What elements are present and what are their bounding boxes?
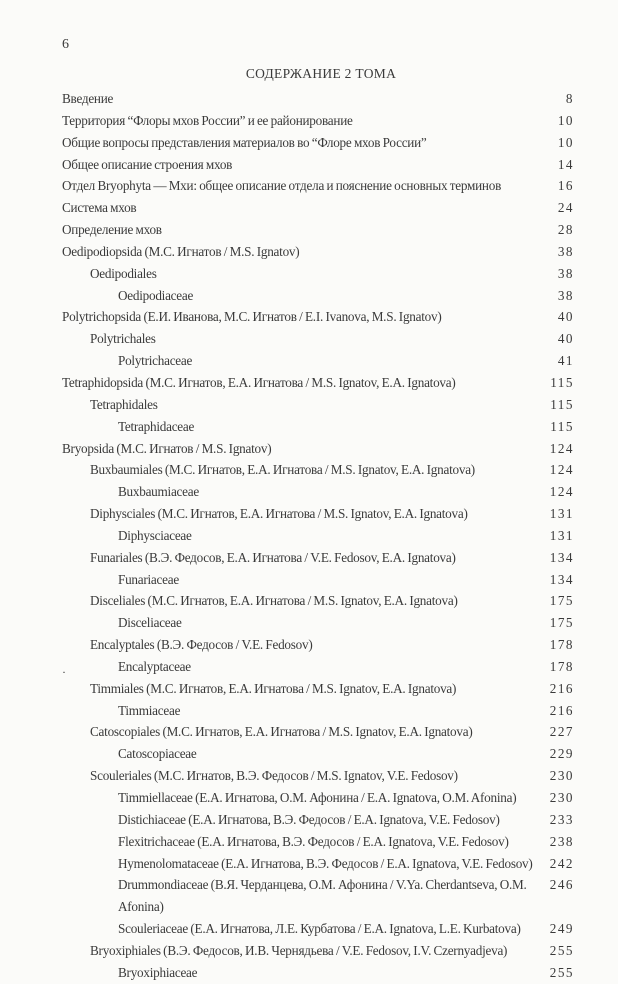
toc-entry-page: 124 [549, 440, 574, 456]
toc-entry-page: 134 [549, 549, 574, 565]
toc-entry-page: 40 [557, 331, 574, 347]
toc-entry [62, 394, 574, 416]
toc-entry [62, 88, 574, 110]
toc-entry-title: Disceliales (М.С. Игнатов, Е.А. Игнатова / M.S. Ignatov, E.A. Ignatova) [90, 593, 458, 609]
toc-entry-title: Введение [62, 91, 114, 106]
toc-entry [62, 940, 574, 962]
toc-entry-title: Funariaceae [118, 571, 179, 587]
toc-entry-title: Distichiaceae (Е.А. Игнатова, В.Э. Федосов / E.A. Ignatova, V.E. Fedosov) [118, 811, 500, 827]
toc-entry [62, 743, 574, 765]
toc-entry [62, 328, 574, 350]
toc-entry-page: 38 [557, 243, 574, 259]
toc-entry-title: Oedipodiales [90, 265, 157, 281]
toc-entry-title: Определение мхов [62, 222, 162, 238]
toc-entry-title: Polytrichales [90, 331, 156, 347]
toc-entry [62, 831, 574, 853]
toc-entry-page: 175 [549, 615, 574, 631]
toc-entry-title: Общие вопросы представления материалов во “Флоре мхов России” [62, 134, 427, 150]
toc-entry [62, 372, 574, 394]
toc-entry [62, 459, 574, 481]
toc-entry-page: 249 [549, 921, 574, 937]
toc-entry-title: Hymenolomataceae (Е.А. Игнатова, В.Э. Федосов / E.A. Ignatova, V.E. Fedosov) [118, 855, 533, 871]
toc-entry-title: Tetraphidaceae [118, 418, 195, 434]
toc-entry-title: Timmiales (М.С. Игнатов, Е.А. Игнатова / M.S. Ignatov, E.A. Ignatova) [90, 680, 457, 696]
toc-entry-page: 233 [549, 811, 574, 827]
toc-entry-page: 229 [549, 746, 574, 762]
toc-entry-title: Buxbaumiales (М.С. Игнатов, Е.А. Игнатова / M.S. Ignatov, E.A. Ignatova) [90, 462, 475, 478]
toc-entry [62, 656, 574, 678]
toc-entry [62, 547, 574, 569]
toc-entry-title: Funariales (В.Э. Федосов, Е.А. Игнатова / V.E. Fedosov, E.A. Ignatova) [90, 549, 456, 565]
toc-entry [62, 590, 574, 612]
toc-entry-page: 131 [549, 527, 574, 543]
toc-entry-page: 134 [549, 571, 574, 587]
toc-entry-title: Scouleriaceae (Е.А. Игнатова, Л.Е. Курбатова / E.A. Ignatova, L.E. Kurbatova) [118, 921, 521, 937]
toc-entry-title: Общее описание строения мхов [62, 156, 233, 172]
toc-entry [62, 197, 574, 219]
toc-entry [62, 765, 574, 787]
toc-entry [62, 612, 574, 634]
toc-entry-page: 238 [549, 833, 574, 849]
toc-entry [62, 787, 574, 809]
toc-entry-page: 10 [557, 134, 574, 150]
stray-mark: · [62, 665, 66, 679]
toc-entry [62, 154, 574, 176]
toc-entry-title: Oedipodiopsida (М.С. Игнатов / M.S. Ignatov) [62, 243, 300, 259]
toc-title: СОДЕРЖАНИЕ 2 ТОМА [245, 66, 397, 81]
toc-entry [62, 263, 574, 285]
toc-entry-page: 16 [557, 178, 574, 194]
toc-entry-page: 175 [549, 593, 574, 609]
toc-entry-page: 178 [549, 637, 574, 653]
toc-entry [62, 110, 574, 132]
toc-entry [62, 918, 574, 940]
toc-entry-title: Polytrichaceae [118, 353, 193, 369]
table-of-contents [62, 88, 574, 984]
toc-entry-page: 131 [549, 506, 574, 522]
toc-entry-title: Diphysciaceae [118, 527, 192, 543]
toc-entry-page: 14 [557, 156, 574, 172]
toc-entry-title: Encalyptales (В.Э. Федосов / V.E. Fedosov) [90, 637, 313, 653]
toc-entry [62, 219, 574, 241]
toc-entry-title: Drummondiaceae (В.Я. Черданцева, О.М. Афонина / V.Ya. Cherdantseva, O.M. Afonina) [118, 877, 527, 915]
toc-entry-page: 216 [549, 702, 574, 718]
toc-entry-title: Diphysciales (М.С. Игнатов, Е.А. Игнатова / M.S. Ignatov, E.A. Ignatova) [90, 506, 468, 522]
toc-entry [62, 503, 574, 525]
toc-entry-page: 124 [549, 484, 574, 500]
toc-entry [62, 481, 574, 503]
toc-entry-page: 41 [557, 353, 574, 369]
toc-entry-page: 115 [550, 374, 574, 390]
toc-entry-title: Bryoxiphiales (В.Э. Федосов, И.В. Чернядьева / V.E. Fedosov, I.V. Czernyadjeva) [90, 942, 508, 958]
toc-entry-page: 28 [557, 222, 574, 238]
toc-entry-page: 115 [550, 396, 574, 412]
toc-entry-title: Catoscopiaceae [118, 746, 197, 762]
toc-entry-page: 230 [549, 768, 574, 784]
toc-entry-title: Polytrichopsida (Е.И. Иванова, М.С. Игнатов / E.I. Ivanova, M.S. Ignatov) [62, 309, 442, 325]
toc-entry-page: 10 [557, 112, 574, 128]
toc-entry [62, 132, 574, 154]
toc-entry-page: 178 [549, 658, 574, 674]
toc-entry [62, 678, 574, 700]
toc-entry-page: 216 [549, 680, 574, 696]
toc-entry [62, 306, 574, 328]
toc-entry [62, 700, 574, 722]
toc-entry-title: Bryopsida (М.С. Игнатов / M.S. Ignatov) [62, 440, 272, 456]
toc-entry-title: Oedipodiaceae [118, 287, 194, 303]
toc-entry-title: Bryoxiphiaceae [118, 964, 198, 980]
toc-entry-page: 24 [557, 200, 574, 216]
toc-entry-title: Catoscopiales (М.С. Игнатов, Е.А. Игнатова / M.S. Ignatov, E.A. Ignatova) [90, 724, 473, 740]
toc-entry-title: Территория “Флоры мхов России” и ее районирование [62, 112, 353, 128]
toc-entry [62, 634, 574, 656]
toc-entry-page: 227 [549, 724, 574, 740]
toc-entry [62, 853, 574, 875]
toc-entry [62, 438, 574, 460]
toc-entry-title: Disceliaceae [118, 615, 182, 631]
toc-entry-title: Scouleriales (М.С. Игнатов, В.Э. Федосов / M.S. Ignatov, V.E. Fedosov) [90, 768, 458, 784]
toc-entry [62, 874, 574, 918]
toc-entry-title: Отдел Bryophyta — Мхи: общее описание отдела и пояснение основных терминов [62, 178, 502, 194]
toc-entry-title: Tetraphidopsida (М.С. Игнатов, Е.А. Игнатова / M.S. Ignatov, E.A. Ignatova) [62, 374, 456, 390]
toc-entry-page: 246 [549, 877, 574, 893]
toc-entry [62, 241, 574, 263]
toc-entry [62, 525, 574, 547]
page-number: 6 [62, 37, 69, 52]
toc-entry [62, 721, 574, 743]
toc-entry [62, 175, 574, 197]
toc-entry-title: Tetraphidales [90, 396, 158, 412]
toc-entry-page: 255 [549, 964, 574, 980]
toc-entry [62, 569, 574, 591]
toc-entry-page: 115 [550, 418, 574, 434]
toc-entry-title: Buxbaumiaceae [118, 484, 199, 500]
toc-entry [62, 350, 574, 372]
toc-entry-title: Timmiaceae [118, 702, 181, 718]
toc-entry [62, 285, 574, 307]
toc-entry [62, 416, 574, 438]
toc-entry-title: Encalyptaceae [118, 658, 191, 674]
toc-entry-page: 38 [557, 265, 574, 281]
toc-entry-title: Flexitrichaceae (Е.А. Игнатова, В.Э. Федосов / E.A. Ignatova, V.E. Fedosov) [118, 833, 509, 849]
toc-entry-page: 242 [549, 855, 574, 871]
toc-entry-page: 230 [549, 790, 574, 805]
toc-entry-title: Система мхов [62, 200, 137, 216]
toc-entry-page: 8 [565, 91, 574, 106]
toc-entry-page: 124 [549, 462, 574, 478]
toc-entry-page: 40 [557, 309, 574, 325]
toc-entry [62, 962, 574, 984]
toc-entry-title: Timmiellaceae (Е.А. Игнатова, О.М. Афонина / E.A. Ignatova, O.M. Afonina) [118, 790, 517, 805]
toc-entry [62, 809, 574, 831]
toc-entry-page: 38 [557, 287, 574, 303]
toc-entry-page: 255 [549, 942, 574, 958]
